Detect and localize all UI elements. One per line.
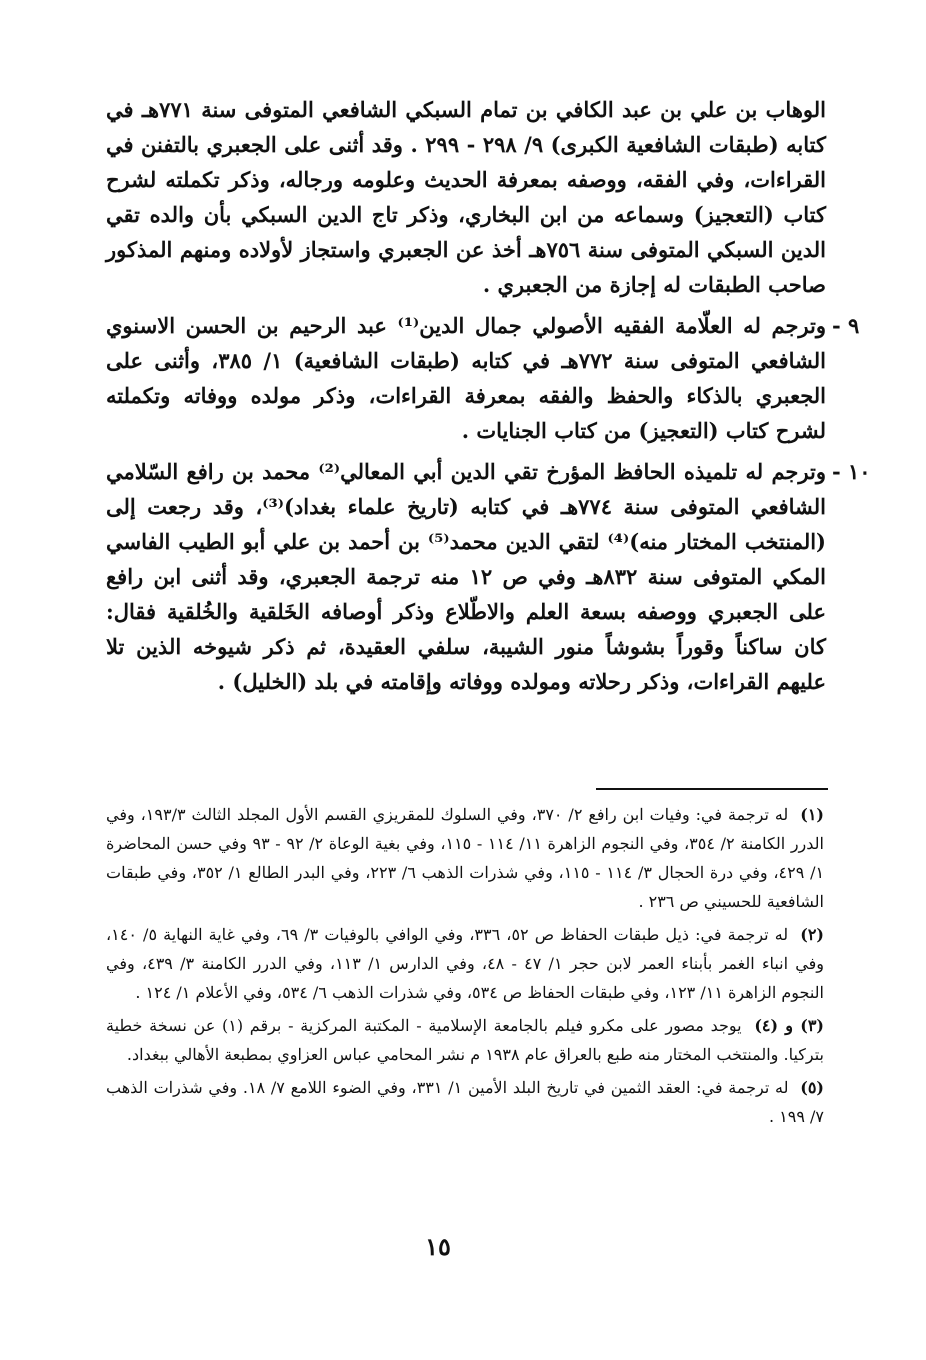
footnote-5: [106, 1073, 824, 1131]
paragraph-10-text: وترجم له تلميذه الحافظ المؤرخ تقي الدين أبي المعالي⁽²⁾ محمد بن رافع السّلامي الشافعي المتوفى سنة ٧٧٤هـ في كتابه (تاريخ علماء بغداد)⁽³⁾، وقد رجعت إلى (المنتخب المختار منه)⁽⁴⁾ لتقي الدين محمد⁽⁵⁾ بن أحمد بن علي أبو الطيب الفاسي المكي المتوفى سنة ٨٣٢هـ وفي ص ١٢ منه ترجمة الجعبري، وقد أثنى ابن رافع على الجعبري ووصفه بسعة العلم والاطّلاع وذكر أوصافه الخَلقية والخُلقية فقال: كان ساكناً وقوراً بشوشاً منور الشيبة، سلفي العقيدة، ثم ذكر شيوخه الذين تلا عليهم القراءات، وذكر رحلاته ومولده ووفاته وإقامته في بلد (الخليل) .: [106, 459, 827, 694]
footnote-3-4-text: يوجد مصور على مكرو فيلم بالجامعة الإسلامية - المكتبة المركزية - برقم (١) عن نسخة خطية بتركيا. والمنتخب المختار منه طبع بالعراق عام ١٩٣٨ م نشر المحامي عباس العزاوي بمطبعة الأهالي ببغداد.: [106, 1016, 824, 1064]
footnote-2-mark: (٢): [800, 925, 824, 944]
footnote-5-text: له ترجمة في: العقد الثمين في تاريخ البلد الأمين ١/ ٣٣١، وفي الضوء اللامع ٧/ ١٨. وفي شذرات الذهب ٧/ ١٩٩ .: [106, 1078, 824, 1126]
paragraph-8-continuation: [106, 92, 826, 302]
paragraph-9: [106, 308, 860, 448]
main-text-block: [106, 92, 871, 705]
footnotes-block: [106, 800, 824, 1135]
footnote-5-mark: (٥): [800, 1078, 824, 1097]
footnote-2-text: له ترجمة في: ذيل طبقات الحفاظ ص ٥٢، ٣٣٦، وفي الوافي بالوفيات ٣/ ٦٩، وفي غاية النهاية ٥/ ١٤٠، وفي انباء الغمر بأبناء العمر لابن حجر ١/ ٤٧ - ٤٨، وفي الدارس ١/ ١١٣، وفي الدرر الكامنة ٣/ ٤٣٩، وفي النجوم الزاهرة ١١/ ١٢٣، وفي طبقات الحفاظ ص ٥٣٤، وفي شذرات الذهب ٦/ ٥٣٤، وفي الأعلام ١/ ١٢٤ .: [106, 925, 825, 1002]
paragraph-8-text: الوهاب بن علي بن عبد الكافي بن تمام السبكي الشافعي المتوفى سنة ٧٧١هـ في كتابه (طبقات الشافعية الكبرى) ٩/ ٢٩٨ - ٢٩٩ . وقد أثنى على الجعبري بالتفنن في القراءات، وفي الفقه، ووصفه بمعرفة الحديث وعلومه ورجاله، وذكر تكملته لشرح كتاب (التعجيز) وسماعه من ابن البخاري، وذكر تاج الدين السبكي بأن والده تقي الدين السبكي المتوفى سنة ٧٥٦هـ أخذ عن الجعبري واستجاز لأولاده ومنهم المذكور صاحب الطبقات له إجازة من الجعبري .: [106, 97, 827, 297]
page-number: ١٥: [425, 1232, 451, 1261]
paragraph-10-number: ١٠ -: [832, 459, 871, 484]
footnote-1-text: له ترجمة في: وفيات ابن رافع ٢/ ٣٧٠، وفي السلوك للمقريزي القسم الأول المجلد الثالث ١٩٣/٣، وفي الدرر الكامنة ٢/ ٣٥٤، وفي النجوم الزاهرة ١١/ ١١٤ - ١١٥، وفي بغية الوعاة ٢/ ٩٢ - ٩٣ وفي حسن المحاضرة ١/ ٤٢٩، وفي درة الحجال ٣/ ١١٤ - ١١٥، وفي شذرات الذهب ٦/ ٢٢٣، وفي البدر الطالع ١/ ٣٥٢، وفي طبقات الشافعية للحسيني ص ٢٣٦ .: [106, 805, 825, 911]
footnote-3-4: [106, 1011, 824, 1069]
footnote-1: [106, 800, 824, 916]
footnote-separator: [596, 788, 828, 790]
paragraph-9-text: وترجم له العلّامة الفقيه الأصولي جمال الدين⁽¹⁾ عبد الرحيم بن الحسن الاسنوي الشافعي المتوفى سنة ٧٧٢هـ في كتابه (طبقات الشافعية) ١/ ٣٨٥، وأثنى على الجعبري بالذكاء والحفظ والفقه بمعرفة القراءات، وذكر مولده ووفاته وتكملته لشرح كتاب (التعجيز) من كتاب الجنايات .: [106, 313, 827, 443]
paragraph-9-number: ٩ -: [832, 313, 860, 338]
footnote-1-mark: (١): [800, 805, 824, 824]
paragraph-10: [106, 454, 871, 699]
footnote-3-4-mark: (٣) و (٤): [754, 1016, 824, 1035]
footnote-2: [106, 920, 824, 1007]
